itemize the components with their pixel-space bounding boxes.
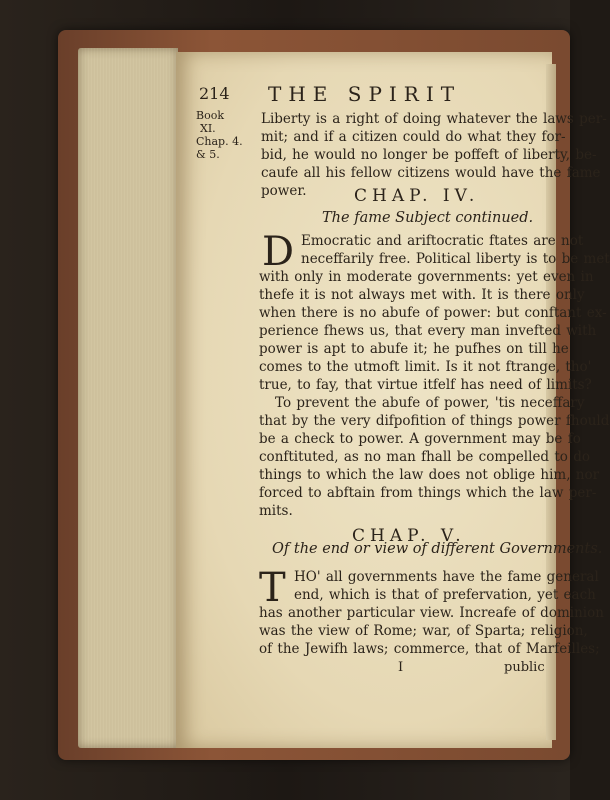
chapter-4-subtitle: The fame Subject continued.	[322, 210, 534, 226]
chapter-4-heading: CHAP. IV.	[354, 186, 480, 206]
text-line: was the view of Rome; war, of Sparta; religion,	[259, 623, 588, 639]
chapter-5-heading: CHAP. V.	[352, 526, 466, 546]
text-line: be a check to power. A government may be fo	[259, 431, 581, 447]
text-line: thefe it is not always met with. It is there only	[259, 287, 585, 303]
text-line: true, to fay, that virtue itfelf has need of limits?	[259, 377, 592, 393]
margin-note-book: Book	[196, 109, 224, 122]
text-line: end, which is that of prefervation, yet each	[294, 587, 596, 603]
text-line: caufe all his fellow citizens would have the fame	[261, 165, 601, 181]
chapter-5-subtitle: Of the end or view of different Governments.	[272, 541, 603, 557]
margin-note-book-number: XI.	[200, 122, 216, 135]
text-line: conftituted, as no man fhall be compelled to do	[259, 449, 590, 465]
page-number: 214	[199, 84, 230, 103]
signature-mark: I	[398, 660, 404, 675]
page-edges	[78, 48, 178, 748]
margin-note-chap: Chap. 4.	[196, 135, 243, 148]
text-line: mit; and if a citizen could do what they for-	[261, 129, 566, 145]
drop-cap-t: T	[259, 565, 286, 611]
text-line: when there is no abufe of power: but conftant ex-	[259, 305, 607, 321]
text-line: power is apt to abufe it; he pufhes on till he	[259, 341, 569, 357]
text-line: things to which the law does not oblige him, nor	[259, 467, 600, 483]
drop-cap-d: D	[262, 229, 295, 275]
text-line: bid, he would no longer be poffeft of liberty, be-	[261, 147, 597, 163]
text-line: of the Jewifh laws; commerce, that of Marfeilles;	[259, 641, 600, 657]
running-head: THE SPIRIT	[268, 82, 462, 106]
text-line: HO' all governments have the fame general	[294, 569, 599, 585]
text-line: Liberty is a right of doing whatever the laws per-	[261, 111, 607, 127]
text-line: with only in moderate governments: yet even in	[259, 269, 594, 285]
text-line: Emocratic and ariftocratic ftates are not	[301, 233, 584, 249]
text-line: To prevent the abufe of power, 'tis neceffary	[275, 395, 585, 411]
text-line: forced to abftain from things which the law per-	[259, 485, 597, 501]
text-line: comes to the utmoft limit. Is it not ftrange, tho'	[259, 359, 592, 375]
text-line: has another particular view. Increafe of dominion	[259, 605, 604, 621]
catchword: public	[504, 660, 545, 675]
text-line: power.	[261, 183, 307, 199]
text-line: neceffarily free. Political liberty is to be met	[301, 251, 610, 267]
text-line: that by the very difpofition of things power fhould	[259, 413, 610, 429]
margin-note-and: & 5.	[196, 148, 220, 161]
text-line: perience fhews us, that every man invefted with	[259, 323, 597, 339]
text-line: mits.	[259, 503, 293, 519]
